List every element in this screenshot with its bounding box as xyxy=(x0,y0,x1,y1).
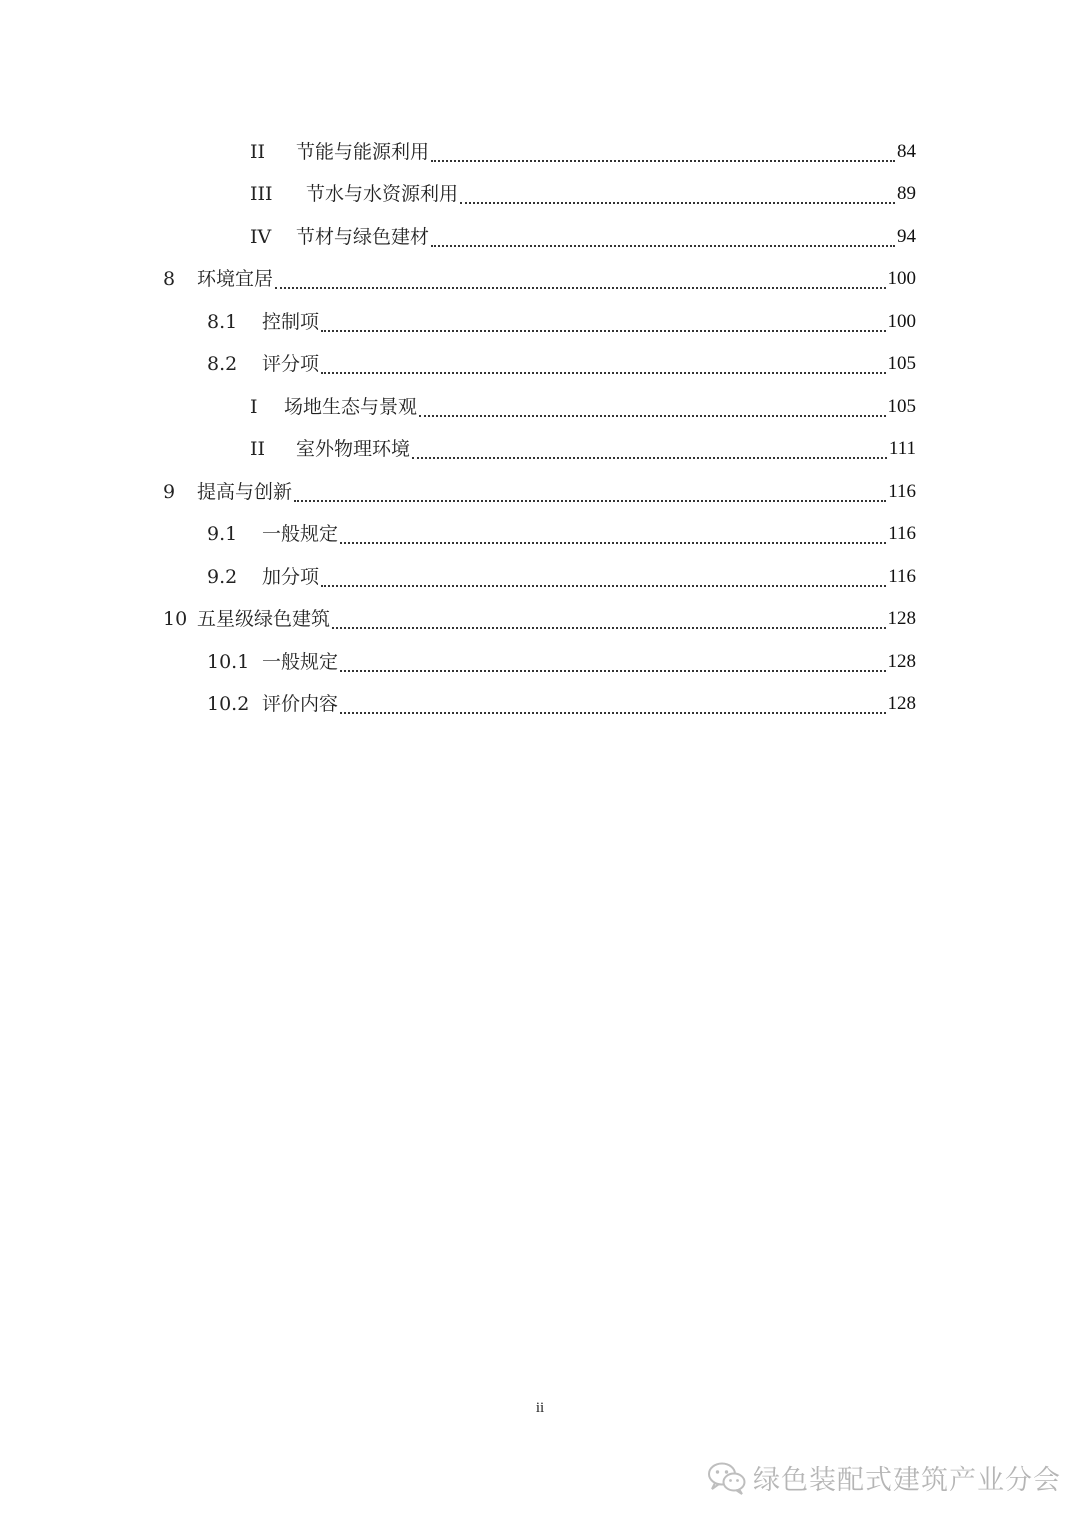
toc-entry-page: 116 xyxy=(888,566,916,587)
toc-entry-title: 一般规定 xyxy=(262,523,339,545)
toc-entry[interactable] xyxy=(207,683,916,725)
toc-dot-leader xyxy=(319,301,887,343)
toc-entry-number: 10.1 xyxy=(207,651,250,673)
toc-entry[interactable] xyxy=(163,598,916,640)
toc-entry-title: 节能与能源利用 xyxy=(296,141,430,163)
toc-entry[interactable] xyxy=(207,556,916,598)
toc-entry[interactable] xyxy=(250,386,916,428)
toc-entry-number: 8 xyxy=(163,268,176,290)
toc-entry-page: 105 xyxy=(887,396,916,417)
toc-entry-number: 8.2 xyxy=(207,353,238,375)
toc-entry-title: 提高与创新 xyxy=(197,481,293,503)
toc-entry-title: 室外物理环境 xyxy=(296,438,411,460)
toc-entry[interactable] xyxy=(163,471,916,513)
wechat-icon xyxy=(707,1461,747,1495)
toc-dot-leader xyxy=(319,556,888,598)
toc-entry-title: 环境宜居 xyxy=(197,268,274,290)
toc-dot-leader xyxy=(330,598,887,640)
toc-dot-leader xyxy=(319,343,887,385)
toc-entry-number: II xyxy=(250,141,266,163)
toc-entry[interactable] xyxy=(250,131,916,173)
toc-entry-title: 评分项 xyxy=(262,353,320,375)
toc-entry-number: 10.2 xyxy=(207,693,250,715)
toc-entry-page: 89 xyxy=(897,183,916,204)
toc-entry-number: I xyxy=(250,396,258,418)
toc-entry-page: 105 xyxy=(887,353,916,374)
toc-entry-page: 94 xyxy=(897,226,916,247)
toc-entry[interactable] xyxy=(250,216,916,258)
toc-entry[interactable] xyxy=(207,301,916,343)
toc-dot-leader xyxy=(410,428,889,470)
toc-entry-number: 8.1 xyxy=(207,311,238,333)
toc-entry[interactable] xyxy=(250,173,916,215)
toc-entry-number: IV xyxy=(250,226,272,248)
toc-entry-page: 116 xyxy=(888,481,916,502)
page-number: ii xyxy=(535,1400,545,1416)
toc-entry-title: 五星级绿色建筑 xyxy=(197,608,331,630)
toc-entry-title: 评价内容 xyxy=(262,693,339,715)
watermark xyxy=(707,1458,1061,1497)
toc-dot-leader xyxy=(417,386,887,428)
toc-entry-title: 一般规定 xyxy=(262,651,339,673)
toc-dot-leader xyxy=(338,683,887,725)
toc-entry-page: 128 xyxy=(887,693,916,714)
toc-entry-page: 128 xyxy=(887,608,916,629)
toc-dot-leader xyxy=(429,216,897,258)
toc-dot-leader xyxy=(273,258,887,300)
toc-entry-page: 128 xyxy=(887,651,916,672)
toc-dot-leader xyxy=(429,131,897,173)
toc-entry-page: 100 xyxy=(887,268,916,289)
toc-dot-leader xyxy=(458,173,897,215)
toc-entry-title: 节水与水资源利用 xyxy=(306,183,459,205)
toc-dot-leader xyxy=(338,641,887,683)
toc-entry[interactable] xyxy=(207,641,916,683)
toc-entry-number: III xyxy=(250,183,273,205)
toc-entry[interactable] xyxy=(207,343,916,385)
toc-dot-leader xyxy=(338,513,888,555)
toc-entry-page: 100 xyxy=(887,311,916,332)
toc-dot-leader xyxy=(292,471,888,513)
toc-entry-page: 84 xyxy=(897,141,916,162)
toc-entry-number: 9.2 xyxy=(207,566,238,588)
toc-entry[interactable] xyxy=(163,258,916,300)
toc-entry-number: 9.1 xyxy=(207,523,238,545)
toc-entry-title: 加分项 xyxy=(262,566,320,588)
toc-entry[interactable] xyxy=(207,513,916,555)
toc-entry-number: 10 xyxy=(163,608,188,630)
toc-entry[interactable] xyxy=(250,428,916,470)
toc-entry-number: II xyxy=(250,438,266,460)
toc-entry-number: 9 xyxy=(163,481,176,503)
toc-entry-title: 节材与绿色建材 xyxy=(296,226,430,248)
toc-entry-page: 116 xyxy=(888,523,916,544)
toc-entry-title: 控制项 xyxy=(262,311,320,333)
toc-entry-title: 场地生态与景观 xyxy=(284,396,418,418)
toc-entry-page: 111 xyxy=(888,438,916,459)
watermark-text: 绿色装配式建筑产业分会 xyxy=(753,1465,1061,1496)
